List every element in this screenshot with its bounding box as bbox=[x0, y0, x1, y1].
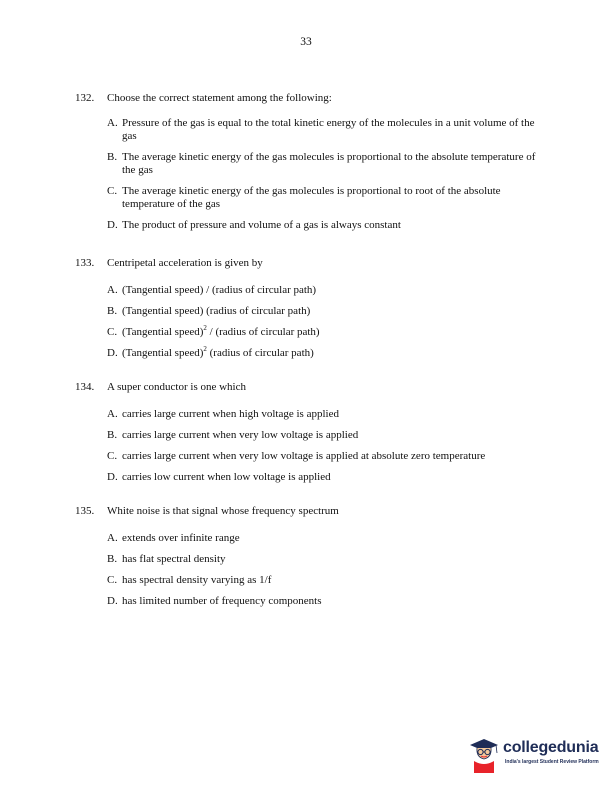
option-b bbox=[107, 151, 545, 177]
option-text: has flat spectral density bbox=[122, 553, 226, 565]
question-number: 135. bbox=[75, 505, 95, 517]
collegedunia-logo[interactable] bbox=[466, 735, 602, 775]
question-134 bbox=[75, 381, 545, 484]
option-c bbox=[107, 185, 545, 211]
option-text: The average kinetic energy of the gas molecules is proportional to the absolute temperature of the gas bbox=[122, 151, 536, 176]
option-letter: B. bbox=[107, 429, 118, 441]
option-text: carries large current when very low voltage is applied bbox=[122, 429, 359, 441]
option-a bbox=[107, 408, 545, 421]
option-c bbox=[107, 574, 545, 587]
option-text: (Tangential speed) (radius of circular path) bbox=[122, 305, 311, 317]
option-letter: A. bbox=[107, 284, 118, 296]
option-letter: A. bbox=[107, 408, 118, 420]
option-b bbox=[107, 429, 545, 442]
option-letter: C. bbox=[107, 326, 118, 338]
option-d bbox=[107, 471, 545, 484]
option-text: Pressure of the gas is equal to the total kinetic energy of the molecules in a unit volume of the gas bbox=[122, 117, 535, 142]
option-letter: D. bbox=[107, 595, 118, 607]
question-135 bbox=[75, 505, 545, 608]
question-number: 133. bbox=[75, 257, 95, 269]
option-text: has limited number of frequency components bbox=[122, 595, 322, 607]
option-b bbox=[107, 305, 545, 318]
option-text: carries large current when high voltage is applied bbox=[122, 408, 339, 420]
option-letter: A. bbox=[107, 532, 118, 544]
option-letter: C. bbox=[107, 574, 118, 586]
question-number: 134. bbox=[75, 381, 95, 393]
superscript: 2 bbox=[203, 324, 207, 332]
option-letter: D. bbox=[107, 347, 118, 359]
option-letter: B. bbox=[107, 151, 118, 163]
option-text: has spectral density varying as 1/f bbox=[122, 574, 272, 586]
option-a bbox=[107, 284, 545, 297]
superscript: 2 bbox=[203, 345, 207, 353]
option-b bbox=[107, 553, 545, 566]
option-text-post: (radius of circular path) bbox=[206, 347, 314, 359]
mascot-icon bbox=[466, 735, 502, 775]
option-a bbox=[107, 117, 545, 143]
option-text: carries large current when very low voltage is applied at absolute zero temperature bbox=[122, 450, 486, 462]
question-text: A super conductor is one which bbox=[107, 381, 246, 393]
option-text bbox=[122, 326, 545, 339]
logo-name: collegedunia bbox=[503, 739, 599, 756]
option-text: carries low current when low voltage is applied bbox=[122, 471, 331, 483]
page-number: 33 bbox=[300, 36, 312, 48]
option-letter: A. bbox=[107, 117, 118, 129]
option-text-pre: (Tangential speed) bbox=[122, 347, 204, 359]
option-letter: B. bbox=[107, 553, 118, 565]
option-text: extends over infinite range bbox=[122, 532, 240, 544]
question-132 bbox=[75, 92, 545, 232]
question-133 bbox=[75, 257, 545, 360]
question-number: 132. bbox=[75, 92, 95, 104]
option-d bbox=[107, 595, 545, 608]
question-text: Choose the correct statement among the following: bbox=[107, 92, 332, 104]
question-text: Centripetal acceleration is given by bbox=[107, 257, 263, 269]
option-text: (Tangential speed) / (radius of circular path) bbox=[122, 284, 317, 296]
option-c bbox=[107, 326, 545, 339]
question-text: White noise is that signal whose frequency spectrum bbox=[107, 505, 339, 517]
option-letter: D. bbox=[107, 471, 118, 483]
option-letter: B. bbox=[107, 305, 118, 317]
option-letter: C. bbox=[107, 450, 118, 462]
option-c bbox=[107, 450, 545, 463]
option-text-pre: (Tangential speed) bbox=[122, 326, 204, 338]
option-text bbox=[122, 347, 545, 360]
option-letter: C. bbox=[107, 185, 118, 197]
option-a bbox=[107, 532, 545, 545]
option-text-post: / (radius of circular path) bbox=[206, 326, 320, 338]
option-text: The product of pressure and volume of a gas is always constant bbox=[122, 219, 401, 231]
logo-tagline: India's largest Student Review Platform bbox=[505, 759, 599, 765]
option-text: The average kinetic energy of the gas molecules is proportional to root of the absolute temperature of the gas bbox=[122, 185, 501, 210]
option-letter: D. bbox=[107, 219, 118, 231]
option-d bbox=[107, 219, 545, 232]
option-d bbox=[107, 347, 545, 360]
